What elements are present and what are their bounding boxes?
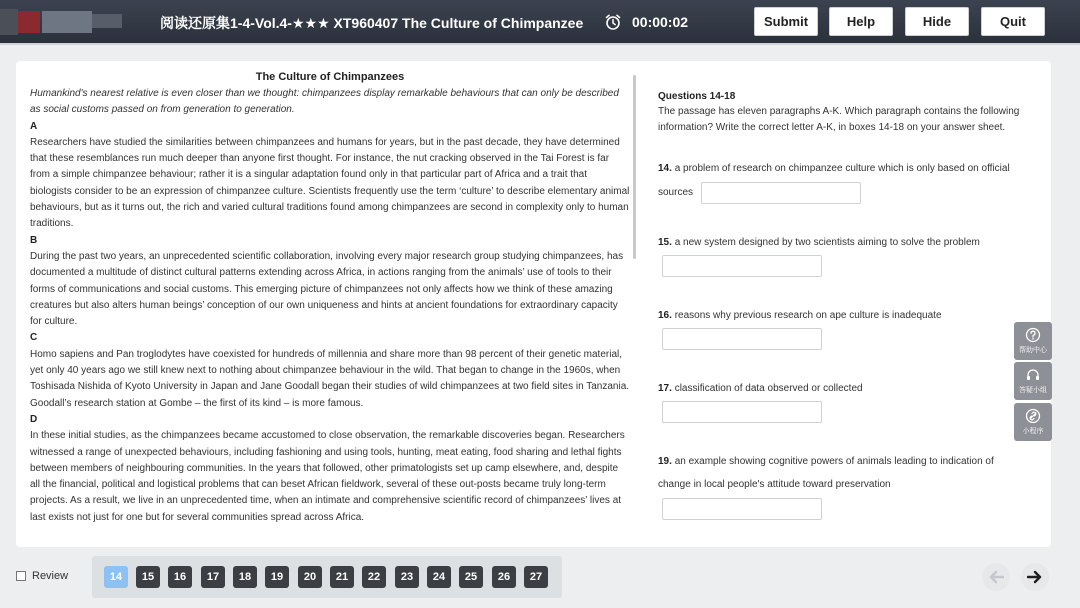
paragraph-text: Researchers have studied the similarities between chimpanzees and humans for years, but in the past decade, they have determined that these resemblances run much deeper than anyone first thought. For instance, the nut cracking observed in the Tai Forest is far from a simple chimpanzee behaviour; rather it is a singular adaptation found only in that particular part of Africa and a trait that biologists consider to be an expression of chimpanzee culture. Scientists frequently use the term ‘culture’ to describe elementary animal behaviours, but as it turns out, the rich and varied cultural traditions found among chimpanzees are second in complexity only to human traditions. (30, 136, 630, 230)
questions-pane (658, 91, 1043, 531)
page-button-21[interactable]: 21 (330, 566, 354, 588)
question-14 (658, 161, 1043, 204)
test-title: 阅读还原集1-4-Vol.4-★★★ XT960407 The Culture of Chimpanzee (160, 15, 584, 31)
paragraph-text: Homo sapiens and Pan troglodytes have coexisted for hundreds of millennia and share more than 98 percent of their genetic material, yet only 40 years ago we still knew next to nothing about chimpanzee behaviour in the wild. That began to change in the 1960s, when Toshisada Nishida of Kyoto University in Japan and Jane Goodall began their studies of wild chimpanzees at two field sites in Tanzania. Goodall’s research station at Gombe – the first of its kind – is more famous. (30, 348, 630, 409)
question-number: 15. (658, 237, 672, 248)
page-button-27[interactable]: 27 (524, 566, 548, 588)
answer-input-17[interactable] (662, 401, 822, 423)
answer-input-16[interactable] (662, 328, 822, 350)
page-button-22[interactable]: 22 (362, 566, 386, 588)
questions-heading: Questions 14-18 (658, 91, 736, 102)
arrow-left-icon (988, 570, 1004, 584)
review-label: Review (32, 570, 69, 582)
logo (0, 6, 125, 38)
link-circle-icon (1025, 408, 1041, 424)
page-button-15[interactable]: 15 (136, 566, 160, 588)
main-panel (16, 61, 1051, 547)
question-text: a new system designed by two scientists aiming to solve the problem (674, 237, 980, 248)
paragraph-letter: D (30, 413, 38, 425)
questions-instructions: The passage has eleven paragraphs A-K. Which paragraph contains the following information? Write the correct letter A-K, in boxes 14-18 on your answer sheet. (658, 106, 1020, 134)
question-number: 16. (658, 310, 672, 321)
question-text: a problem of research on chimpanzee culture which is only based on official (674, 163, 1010, 174)
paragraph-text: During the past two years, an unprecedented scientific collaboration, involving every major research group studying chimpanzees, has documented a multitude of distinct cultural patterns extending across Africa, in actions ranging from the animals’ use of tools to their forms of communications and social customs. This emerging picture of chimpanzees not only affects how we think of these amazing creatures but also alters human beings’ conception of our own uniqueness and hints at ancient foundations for extraordinary capacity for culture. (30, 250, 624, 328)
top-bar (0, 0, 1080, 43)
widget-label: 小程序 (1022, 428, 1044, 435)
page-button-19[interactable]: 19 (265, 566, 289, 588)
answer-input-15[interactable] (662, 255, 822, 277)
question-15 (658, 235, 1043, 277)
question-circle-icon (1025, 327, 1041, 343)
page-button-14[interactable]: 14 (104, 566, 128, 588)
hide-button[interactable]: Hide (905, 7, 969, 36)
timer (604, 12, 688, 32)
question-number: 14. (658, 163, 672, 174)
page-button-20[interactable]: 20 (298, 566, 322, 588)
question-text: classification of data observed or collected (674, 383, 863, 394)
quit-button[interactable]: Quit (981, 7, 1045, 36)
page-button-16[interactable]: 16 (168, 566, 192, 588)
page-button-18[interactable]: 18 (233, 566, 257, 588)
paragraph-text: In these initial studies, as the chimpanzees became accustomed to close observation, the remarkable discoveries began. Researchers witnessed a range of unexpected behaviours, including fashioning and using tools, hunting, meat eating, food sharing and lethal fights between members of neighbouring communities. In the years that followed, other primatologists set up camp elsewhere, and, despite all the financial, political and logistical problems that can beset African fieldwork, several of these out-posts became truly long-term projects. As a result, we live in an unprecedented time, when an intimate and comprehensive scientific record of chimpanzees’ lives at last exists not just for one but for several communities spread across Africa. (30, 430, 625, 523)
answer-input-14[interactable] (701, 182, 861, 204)
page-button-24[interactable]: 24 (427, 566, 451, 588)
page-button-26[interactable]: 26 (492, 566, 516, 588)
passage-pane[interactable] (30, 71, 630, 533)
help-button[interactable]: Help (829, 7, 893, 36)
help-center-widget[interactable] (1014, 322, 1052, 360)
alarm-clock-icon (604, 13, 622, 31)
review-checkbox[interactable] (16, 571, 26, 581)
question-text: reasons why previous research on ape culture is inadequate (674, 310, 942, 321)
review-toggle[interactable] (16, 570, 68, 582)
prev-button[interactable] (982, 563, 1010, 591)
paragraph-letter: A (30, 120, 38, 132)
mini-program-widget[interactable] (1014, 403, 1052, 441)
question-19 (658, 454, 1043, 520)
question-16 (658, 308, 1043, 350)
paragraph-letter: B (30, 234, 38, 246)
question-pager (92, 556, 562, 598)
question-text-cont: sources (658, 187, 694, 199)
question-text-cont: change in local people's attitude toward preservation (658, 479, 891, 491)
qa-group-widget[interactable] (1014, 362, 1052, 400)
next-button[interactable] (1021, 563, 1049, 591)
question-number: 19. (658, 456, 672, 467)
page-button-23[interactable]: 23 (395, 566, 419, 588)
passage-scrollbar[interactable] (633, 75, 636, 259)
widget-label: 答疑小组 (1019, 387, 1047, 394)
page-button-17[interactable]: 17 (201, 566, 225, 588)
widget-label: 帮助中心 (1019, 347, 1047, 354)
question-17 (658, 381, 1043, 423)
passage-subtitle: Humankind's nearest relative is even closer than we thought: chimpanzees display remarkable behaviours that can only be described as social customs passed on from generation to generation. (30, 88, 619, 116)
header-divider (0, 43, 1080, 45)
arrow-right-icon (1027, 570, 1043, 584)
paragraph-letter: C (30, 332, 38, 344)
submit-button[interactable]: Submit (754, 7, 818, 36)
question-number: 17. (658, 383, 672, 394)
headset-icon (1025, 367, 1041, 383)
answer-input-19[interactable] (662, 498, 822, 520)
page-button-25[interactable]: 25 (459, 566, 483, 588)
question-text: an example showing cognitive powers of animals leading to indication of (674, 456, 994, 467)
passage-title: The Culture of Chimpanzees (255, 71, 405, 83)
timer-value: 00:00:02 (632, 14, 689, 30)
